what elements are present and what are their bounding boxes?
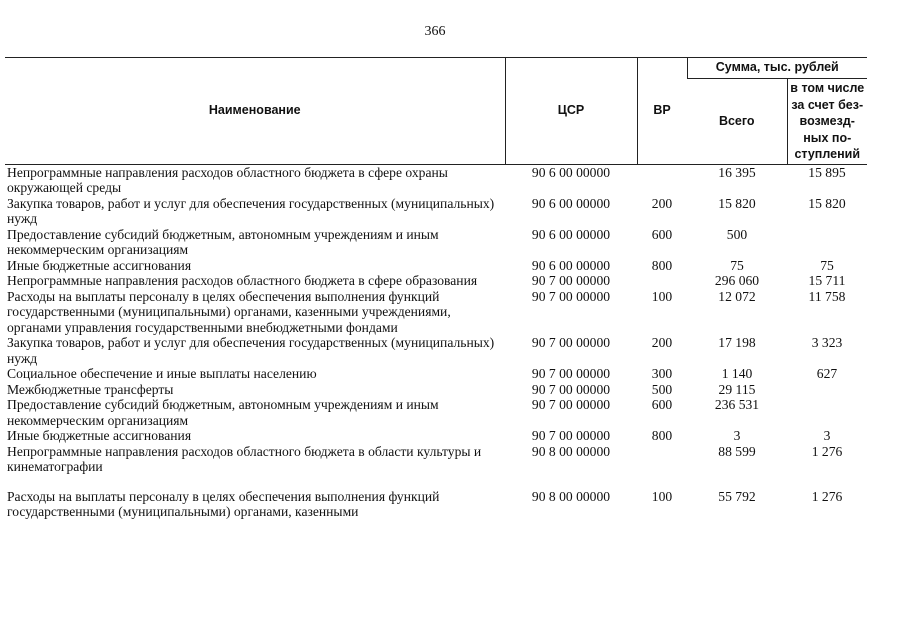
row-csr: 90 7 00 00000 — [531, 428, 611, 443]
table-row — [5, 444, 867, 475]
row-total: 236 531 — [714, 397, 760, 412]
row-name: Межбюджетные трансферты — [7, 381, 174, 397]
row-csr: 90 7 00 00000 — [531, 397, 611, 412]
row-including: 15 711 — [808, 273, 846, 288]
budget-table — [5, 57, 867, 520]
table-body — [5, 164, 867, 520]
row-csr: 90 7 00 00000 — [531, 288, 611, 304]
row-vr: 800 — [651, 257, 673, 273]
header-including — [787, 79, 867, 165]
row-csr: 90 7 00 00000 — [531, 381, 611, 397]
row-name: Расходы на выплаты персоналу в целях обеспечения выполнения функций государственными (муниципальными) органами, казенными — [7, 488, 440, 519]
row-including — [787, 382, 867, 398]
row-name: Непрограммные направления расходов областного бюджета в области культуры и кинематографии — [7, 443, 482, 474]
page-number: 366 — [424, 24, 446, 39]
row-name: Предоставление субсидий бюджетным, автономным учреждениям и иным некоммерческим организациям — [7, 397, 439, 428]
row-vr: 800 — [651, 428, 673, 443]
row-name: Закупка товаров, работ и услуг для обеспечения государственных (муниципальных) нужд — [7, 335, 495, 366]
row-csr: 90 6 00 00000 — [531, 226, 611, 242]
table-row — [5, 475, 867, 520]
row-total: 55 792 — [718, 488, 756, 504]
header-including-line: ных по- — [803, 130, 852, 145]
row-vr: 200 — [651, 335, 673, 350]
table-row — [5, 227, 867, 258]
row-including: 627 — [816, 366, 838, 381]
table-row — [5, 335, 867, 366]
row-total: 3 — [733, 428, 741, 443]
row-including: 3 — [823, 428, 831, 443]
header-vr: ВР — [637, 58, 687, 165]
row-including: 1 276 — [811, 443, 843, 459]
row-total: 15 820 — [718, 195, 756, 211]
row-vr: 200 — [651, 195, 673, 211]
header-sum: Сумма, тыс. рублей — [687, 58, 867, 79]
row-total: 1 140 — [721, 366, 753, 381]
row-total: 16 395 — [718, 164, 756, 180]
row-csr: 90 7 00 00000 — [531, 366, 611, 381]
row-vr — [637, 164, 687, 196]
header-csr: ЦСР — [505, 58, 637, 165]
table-row — [5, 273, 867, 289]
row-vr: 500 — [651, 381, 673, 397]
row-csr: 90 8 00 00000 — [531, 488, 611, 504]
row-including: 75 — [820, 257, 834, 273]
header-including-line: возмезд- — [799, 114, 855, 128]
header-name: Наименование — [5, 58, 505, 165]
row-csr: 90 6 00 00000 — [531, 257, 611, 273]
row-csr: 90 7 00 00000 — [531, 335, 611, 350]
row-including: 11 758 — [808, 288, 846, 304]
row-name: Закупка товаров, работ и услуг для обеспечения государственных (муниципальных) нужд — [7, 195, 495, 226]
row-vr: 600 — [651, 226, 673, 242]
row-name: Иные бюджетные ассигнования — [7, 428, 192, 443]
table-row — [5, 196, 867, 227]
row-vr — [637, 273, 687, 289]
row-vr: 300 — [651, 366, 673, 381]
row-csr: 90 7 00 00000 — [531, 273, 611, 288]
row-name: Иные бюджетные ассигнования — [7, 257, 192, 273]
row-including: 1 276 — [811, 488, 843, 504]
row-total: 17 198 — [718, 335, 756, 350]
table-header — [5, 58, 867, 165]
header-including-line: ступлений — [794, 147, 861, 161]
row-name: Непрограммные направления расходов областного бюджета в сфере охраны окружающей среды — [7, 164, 448, 195]
header-total: Всего — [687, 79, 787, 165]
row-including — [787, 227, 867, 258]
row-vr: 100 — [651, 488, 673, 504]
row-name: Социальное обеспечение и иные выплаты населению — [7, 366, 317, 381]
table-row — [5, 397, 867, 428]
row-csr: 90 6 00 00000 — [531, 195, 611, 211]
row-including: 3 323 — [811, 335, 843, 350]
table-row — [5, 382, 867, 398]
table-row — [5, 366, 867, 382]
row-vr — [637, 444, 687, 475]
row-total: 88 599 — [718, 443, 756, 459]
row-including — [787, 397, 867, 428]
row-total: 296 060 — [714, 273, 760, 288]
table-row — [5, 164, 867, 196]
table-row — [5, 258, 867, 274]
header-including-line: в том числе — [790, 81, 865, 95]
row-name: Предоставление субсидий бюджетным, автономным учреждениям и иным некоммерческим организациям — [7, 226, 439, 257]
row-csr: 90 8 00 00000 — [531, 443, 611, 459]
row-name: Расходы на выплаты персоналу в целях обеспечения выполнения функций государственными (муниципальными) органами, казенными учреждениями, органами управления государственными внебюджетными фондами — [7, 288, 451, 335]
row-csr: 90 6 00 00000 — [531, 164, 611, 180]
row-total: 75 — [730, 257, 744, 273]
row-including: 15 895 — [808, 164, 846, 180]
row-total: 29 115 — [718, 381, 756, 397]
row-total: 500 — [726, 226, 748, 242]
row-name: Непрограммные направления расходов областного бюджета в сфере образования — [7, 273, 478, 288]
header-including-line: за счет без- — [791, 97, 864, 112]
row-vr: 600 — [651, 397, 673, 412]
table-row — [5, 289, 867, 336]
table-row — [5, 428, 867, 444]
row-including: 15 820 — [808, 195, 846, 211]
row-total: 12 072 — [718, 288, 756, 304]
row-vr: 100 — [651, 288, 673, 304]
